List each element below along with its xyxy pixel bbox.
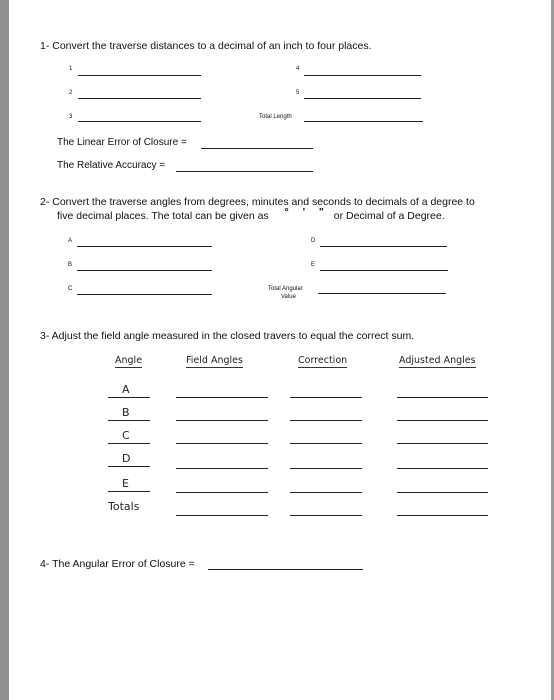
row-a-field-angle[interactable] — [176, 397, 268, 398]
totals-correction[interactable] — [290, 515, 362, 516]
distance-label-5: 5 — [296, 90, 300, 96]
totals-field-angle[interactable] — [176, 515, 268, 516]
total-length-label: Total Length — [259, 114, 292, 120]
angle-label-c: C — [68, 286, 73, 292]
angle-label-e: E — [311, 262, 316, 268]
section3-heading: 3- Adjust the field angle measured in the closed travers to equal the correct sum. — [40, 330, 415, 342]
row-b-correction[interactable] — [290, 420, 362, 421]
row-e-correction[interactable] — [290, 492, 362, 493]
column-header-angle: Angle — [115, 355, 143, 366]
distance-label-4: 4 — [296, 66, 300, 72]
row-a-angle-underline — [108, 397, 150, 398]
row-e-field-angle[interactable] — [176, 492, 268, 493]
row-label-c: C — [122, 429, 130, 442]
row-d-correction[interactable] — [290, 468, 362, 469]
section2-heading-line1: 2- Convert the traverse angles from degrees, minutes and seconds to decimals of a degree to — [40, 196, 475, 208]
row-a-correction[interactable] — [290, 397, 362, 398]
distance-field-3[interactable] — [78, 121, 201, 122]
row-label-totals: Totals — [108, 500, 140, 513]
section2-heading-line2: five decimal places. The total can be given as ° ' " or Decimal of a Degree. — [57, 206, 445, 222]
distance-field-1[interactable] — [78, 75, 201, 76]
total-angular-label-1: Total Angular — [268, 286, 303, 292]
angle-field-c[interactable] — [77, 294, 212, 295]
totals-adjusted-angle[interactable] — [397, 515, 488, 516]
row-a-adjusted-angle[interactable] — [397, 397, 488, 398]
angle-field-d[interactable] — [320, 246, 447, 247]
column-header-field-angles: Field Angles — [186, 355, 243, 366]
row-b-angle-underline — [108, 420, 150, 421]
section1-heading: 1- Convert the traverse distances to a decimal of an inch to four places. — [40, 40, 372, 52]
total-angular-label-2: Value — [281, 294, 296, 300]
total-angular-field[interactable] — [318, 293, 446, 294]
row-label-e: E — [122, 477, 129, 490]
row-label-d: D — [122, 452, 131, 465]
angle-label-b: B — [68, 262, 73, 268]
row-label-a: A — [122, 383, 130, 396]
relative-accuracy-label: The Relative Accuracy = — [57, 160, 166, 171]
distance-label-1: 1 — [69, 66, 73, 72]
second-symbol: " — [318, 206, 324, 218]
angle-label-d: D — [311, 238, 316, 244]
row-c-field-angle[interactable] — [176, 443, 268, 444]
row-label-b: B — [122, 406, 130, 419]
row-b-field-angle[interactable] — [176, 420, 268, 421]
row-e-angle-underline — [108, 491, 150, 492]
row-c-adjusted-angle[interactable] — [397, 443, 488, 444]
distance-label-2: 2 — [69, 90, 73, 96]
row-e-adjusted-angle[interactable] — [397, 492, 488, 493]
degree-symbol: ° — [284, 206, 289, 218]
relative-accuracy-field[interactable] — [176, 171, 313, 172]
row-d-adjusted-angle[interactable] — [397, 468, 488, 469]
row-c-correction[interactable] — [290, 443, 362, 444]
distance-label-3: 3 — [69, 114, 73, 120]
row-d-angle-underline — [108, 466, 150, 467]
distance-field-5[interactable] — [304, 98, 421, 99]
angle-field-a[interactable] — [77, 246, 212, 247]
column-header-adjusted-angles: Adjusted Angles — [399, 355, 476, 366]
distance-field-2[interactable] — [78, 98, 201, 99]
linear-error-field[interactable] — [201, 148, 313, 149]
angle-field-b[interactable] — [77, 270, 212, 271]
linear-error-label: The Linear Error of Closure = — [57, 137, 187, 148]
left-border — [0, 0, 9, 700]
distance-field-4[interactable] — [304, 75, 421, 76]
row-d-field-angle[interactable] — [176, 468, 268, 469]
minute-symbol: ' — [302, 206, 306, 218]
total-length-field[interactable] — [304, 121, 423, 122]
angle-label-a: A — [68, 238, 73, 244]
row-c-angle-underline — [108, 443, 150, 444]
angular-error-field[interactable] — [208, 569, 363, 570]
angle-field-e[interactable] — [320, 270, 448, 271]
column-header-correction: Correction — [298, 355, 348, 366]
row-b-adjusted-angle[interactable] — [397, 420, 488, 421]
section4-heading: 4- The Angular Error of Closure = — [40, 558, 195, 570]
